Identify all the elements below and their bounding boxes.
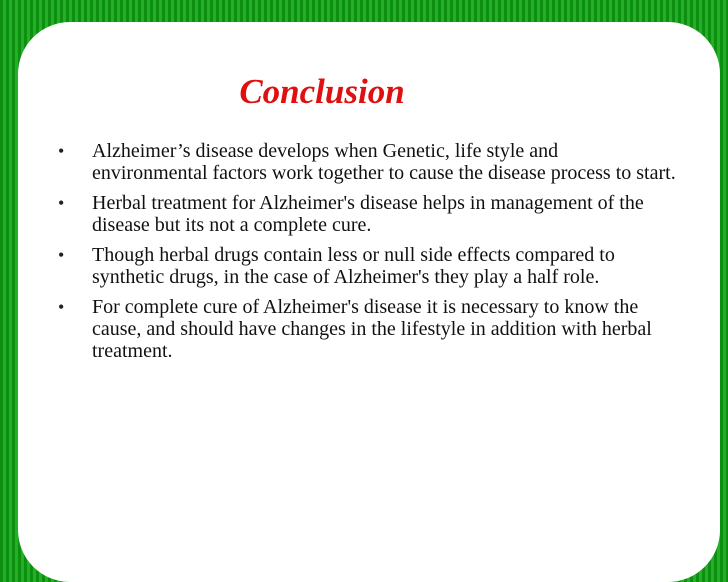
- bullet-text: Though herbal drugs contain less or null side effects compared to synthetic drugs, in the case of Alzheimer's they play a half role.: [92, 244, 615, 288]
- bullet-marker: •: [58, 141, 65, 161]
- bullet-text: Herbal treatment for Alzheimer's disease helps in management of the disease but its not a complete cure.: [92, 192, 644, 236]
- bullet-item: [58, 192, 678, 236]
- bullet-item: [58, 296, 678, 362]
- bullet-text: For complete cure of Alzheimer's disease it is necessary to know the cause, and should have changes in the lifestyle in addition with herbal treatment.: [92, 296, 652, 362]
- bullet-marker: •: [58, 245, 65, 265]
- slide-title: Conclusion: [239, 72, 405, 111]
- bullet-text: Alzheimer’s disease develops when Genetic, life style and environmental factors work together to cause the disease process to start.: [92, 140, 676, 184]
- bullet-marker: •: [58, 193, 65, 213]
- bullet-item: [58, 140, 678, 184]
- bullet-item: [58, 244, 678, 288]
- bullet-list: [58, 140, 678, 370]
- bullet-marker: •: [58, 297, 65, 317]
